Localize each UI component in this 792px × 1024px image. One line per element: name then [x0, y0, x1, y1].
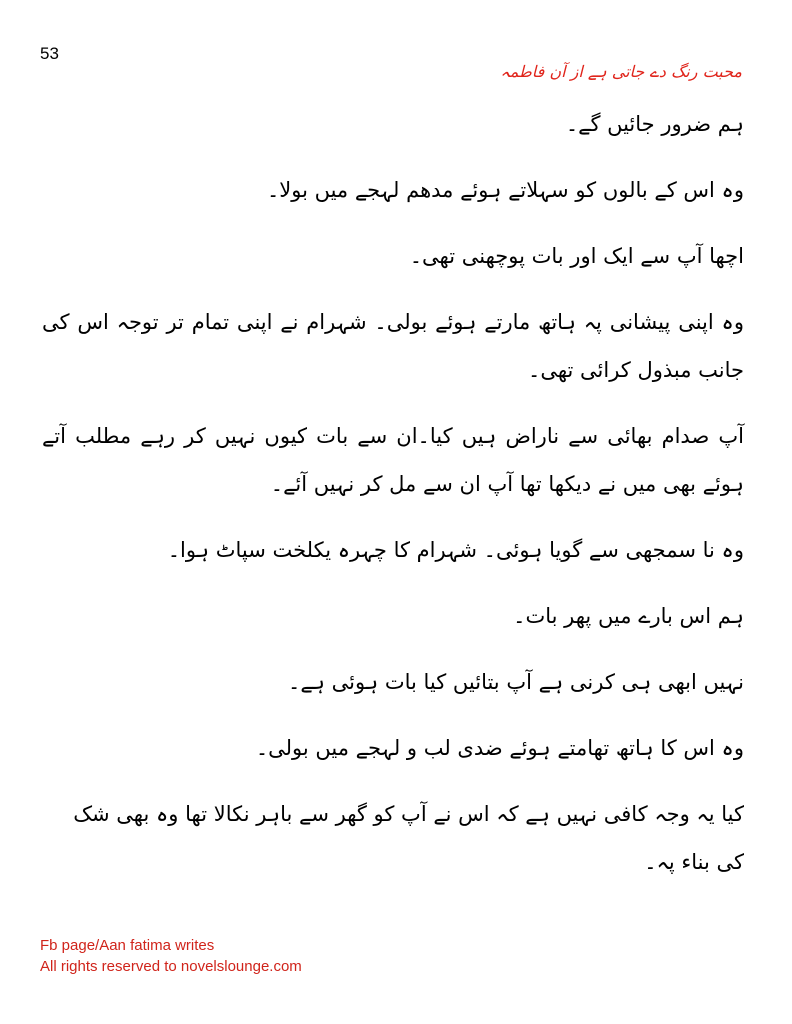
paragraph: اچھا آپ سے ایک اور بات پوچھنی تھی۔ [409, 244, 744, 268]
page-number: 53 [40, 44, 59, 63]
footer-fb-page: Fb page/Aan fatima writes [40, 937, 215, 954]
footer [40, 935, 302, 977]
paragraph: نہیں ابھی ہی کرنی ہے آپ بتائیں کیا بات ہوئی ہے۔ [288, 670, 744, 694]
paragraph: وہ اس کا ہاتھ تھامتے ہوئے ضدی لب و لہجے میں بولی۔ [255, 736, 744, 760]
paragraph: ہم ضرور جائیں گے۔ [565, 112, 744, 136]
paragraph: وہ اپنی پیشانی پہ ہاتھ مارتے ہوئے بولی۔ شہرام نے اپنی تمام تر توجہ اس کی جانب مبذول کرائی تھی۔ [42, 310, 744, 382]
running-header: محبت رنگ دے جاتی ہے از آن فاطمہ [500, 62, 742, 81]
paragraph: وہ نا سمجھی سے گویا ہوئی۔ شہرام کا چہرہ یکلخت سپاٹ ہوا۔ [167, 538, 744, 562]
footer-copyright: All rights reserved to novelslounge.com [40, 958, 302, 975]
paragraph: وہ اس کے بالوں کو سہلاتے ہوئے مدھم لہجے میں بولا۔ [266, 178, 744, 202]
body-text [42, 100, 744, 886]
paragraph: ہم اس بارے میں پھر بات۔ [513, 604, 744, 628]
paragraph: آپ صدام بھائی سے ناراض ہیں کیا۔ان سے بات کیوں نہیں کر رہے مطلب آتے ہوئے بھی میں نے دیکھا تھا آپ ان سے مل کر نہیں آئے۔ [42, 424, 744, 496]
paragraph: کیا یہ وجہ کافی نہیں ہے کہ اس نے آپ کو گھر سے باہر نکالا تھا وہ بھی شک کی بناء پہ۔ [73, 802, 744, 874]
